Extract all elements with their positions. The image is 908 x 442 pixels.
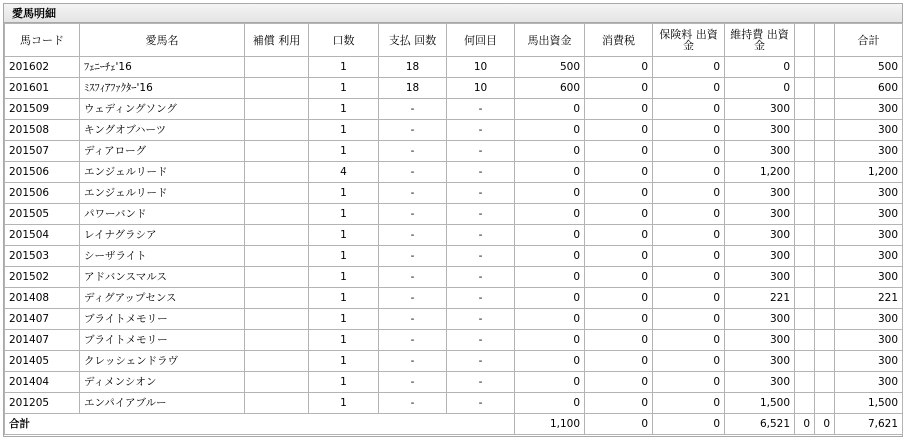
- cell-extra-2: [815, 99, 835, 120]
- cell-consumption-tax: 0: [585, 309, 653, 330]
- cell-maintenance: 300: [725, 330, 795, 351]
- cell-extra-1: [795, 57, 815, 78]
- cell-payment-count: -: [379, 267, 447, 288]
- panel-title: 愛馬明細: [4, 4, 902, 23]
- cell-installment-no: -: [447, 183, 515, 204]
- cell-payment-count: -: [379, 288, 447, 309]
- cell-maintenance: 300: [725, 225, 795, 246]
- cell-total: 1,200: [835, 162, 903, 183]
- cell-maintenance: 1,200: [725, 162, 795, 183]
- cell-payment-count: -: [379, 183, 447, 204]
- cell-maintenance: 0: [725, 57, 795, 78]
- cell-extra-2: [815, 309, 835, 330]
- cell-maintenance: 300: [725, 309, 795, 330]
- cell-payment-count: -: [379, 309, 447, 330]
- totals-maintenance: 6,521: [725, 414, 795, 435]
- cell-total: 300: [835, 99, 903, 120]
- cell-consumption-tax: 0: [585, 204, 653, 225]
- cell-horse-name: ウェディングソング: [80, 99, 245, 120]
- cell-extra-2: [815, 183, 835, 204]
- cell-extra-2: [815, 57, 835, 78]
- cell-shares: 1: [309, 99, 379, 120]
- cell-extra-1: [795, 99, 815, 120]
- cell-compensation: [245, 99, 309, 120]
- cell-maintenance: 300: [725, 120, 795, 141]
- table-row: [5, 351, 903, 372]
- cell-horse-code: 201509: [5, 99, 80, 120]
- cell-installment-no: 10: [447, 78, 515, 99]
- cell-total: 300: [835, 225, 903, 246]
- cell-horse-name: エンパイアブルー: [80, 393, 245, 414]
- cell-installment-no: -: [447, 246, 515, 267]
- cell-insurance: 0: [653, 99, 725, 120]
- cell-consumption-tax: 0: [585, 330, 653, 351]
- cell-maintenance: 300: [725, 267, 795, 288]
- cell-total: 300: [835, 372, 903, 393]
- cell-maintenance: 300: [725, 204, 795, 225]
- cell-maintenance: 300: [725, 141, 795, 162]
- cell-maintenance: 0: [725, 78, 795, 99]
- table-row: [5, 78, 903, 99]
- cell-compensation: [245, 309, 309, 330]
- cell-installment-no: -: [447, 288, 515, 309]
- cell-horse-code: 201602: [5, 57, 80, 78]
- cell-consumption-tax: 0: [585, 351, 653, 372]
- cell-horse-investment: 0: [515, 309, 585, 330]
- cell-horse-code: 201205: [5, 393, 80, 414]
- cell-installment-no: -: [447, 99, 515, 120]
- cell-extra-1: [795, 246, 815, 267]
- cell-horse-investment: 0: [515, 372, 585, 393]
- cell-shares: 1: [309, 309, 379, 330]
- cell-maintenance: 300: [725, 99, 795, 120]
- cell-horse-code: 201507: [5, 141, 80, 162]
- cell-total: 300: [835, 141, 903, 162]
- cell-installment-no: -: [447, 309, 515, 330]
- totals-extra-1: 0: [795, 414, 815, 435]
- cell-insurance: 0: [653, 225, 725, 246]
- cell-horse-code: 201508: [5, 120, 80, 141]
- cell-installment-no: -: [447, 204, 515, 225]
- cell-extra-1: [795, 141, 815, 162]
- cell-consumption-tax: 0: [585, 246, 653, 267]
- cell-horse-name: ブライトメモリー: [80, 330, 245, 351]
- cell-extra-1: [795, 330, 815, 351]
- cell-consumption-tax: 0: [585, 162, 653, 183]
- cell-shares: 1: [309, 330, 379, 351]
- table-body: [5, 57, 903, 414]
- cell-horse-name: ディメンシオン: [80, 372, 245, 393]
- cell-maintenance: 300: [725, 351, 795, 372]
- cell-installment-no: -: [447, 141, 515, 162]
- cell-compensation: [245, 393, 309, 414]
- totals-horse-investment: 1,100: [515, 414, 585, 435]
- cell-horse-name: ディアローグ: [80, 141, 245, 162]
- cell-horse-name: ディグアップセンス: [80, 288, 245, 309]
- cell-insurance: 0: [653, 393, 725, 414]
- cell-extra-1: [795, 183, 815, 204]
- cell-consumption-tax: 0: [585, 267, 653, 288]
- cell-shares: 1: [309, 225, 379, 246]
- table-row: [5, 57, 903, 78]
- cell-total: 300: [835, 330, 903, 351]
- cell-insurance: 0: [653, 141, 725, 162]
- cell-horse-name: ブライトメモリー: [80, 309, 245, 330]
- col-header-extra-2: [815, 24, 835, 57]
- cell-consumption-tax: 0: [585, 393, 653, 414]
- cell-shares: 1: [309, 393, 379, 414]
- cell-shares: 1: [309, 288, 379, 309]
- cell-compensation: [245, 183, 309, 204]
- cell-extra-2: [815, 267, 835, 288]
- cell-shares: 1: [309, 351, 379, 372]
- cell-horse-code: 201504: [5, 225, 80, 246]
- cell-shares: 1: [309, 267, 379, 288]
- cell-extra-2: [815, 141, 835, 162]
- cell-horse-investment: 0: [515, 393, 585, 414]
- cell-horse-investment: 0: [515, 99, 585, 120]
- horse-detail-table: [4, 23, 903, 435]
- cell-installment-no: -: [447, 372, 515, 393]
- cell-total: 500: [835, 57, 903, 78]
- cell-shares: 1: [309, 372, 379, 393]
- cell-total: 300: [835, 351, 903, 372]
- cell-horse-code: 201502: [5, 267, 80, 288]
- cell-payment-count: -: [379, 204, 447, 225]
- cell-insurance: 0: [653, 351, 725, 372]
- cell-extra-2: [815, 393, 835, 414]
- cell-extra-1: [795, 393, 815, 414]
- totals-extra-2: 0: [815, 414, 835, 435]
- cell-consumption-tax: 0: [585, 288, 653, 309]
- cell-horse-code: 201408: [5, 288, 80, 309]
- cell-installment-no: -: [447, 120, 515, 141]
- cell-insurance: 0: [653, 372, 725, 393]
- cell-extra-2: [815, 78, 835, 99]
- cell-extra-2: [815, 204, 835, 225]
- cell-horse-name: シーザライト: [80, 246, 245, 267]
- cell-compensation: [245, 246, 309, 267]
- cell-horse-name: キングオブハーツ: [80, 120, 245, 141]
- col-header-installment-no: 何回目: [447, 24, 515, 57]
- cell-horse-name: エンジェルリード: [80, 162, 245, 183]
- cell-shares: 1: [309, 204, 379, 225]
- cell-extra-1: [795, 351, 815, 372]
- cell-extra-1: [795, 309, 815, 330]
- cell-consumption-tax: 0: [585, 120, 653, 141]
- cell-installment-no: -: [447, 267, 515, 288]
- cell-consumption-tax: 0: [585, 183, 653, 204]
- cell-installment-no: -: [447, 330, 515, 351]
- cell-insurance: 0: [653, 78, 725, 99]
- cell-insurance: 0: [653, 267, 725, 288]
- table-row: [5, 309, 903, 330]
- cell-extra-2: [815, 162, 835, 183]
- cell-total: 300: [835, 204, 903, 225]
- cell-extra-2: [815, 372, 835, 393]
- cell-horse-name: エンジェルリード: [80, 183, 245, 204]
- cell-shares: 1: [309, 78, 379, 99]
- cell-insurance: 0: [653, 204, 725, 225]
- cell-horse-investment: 0: [515, 267, 585, 288]
- cell-total: 300: [835, 120, 903, 141]
- cell-consumption-tax: 0: [585, 57, 653, 78]
- cell-extra-1: [795, 162, 815, 183]
- cell-extra-1: [795, 267, 815, 288]
- cell-installment-no: -: [447, 225, 515, 246]
- cell-horse-code: 201405: [5, 351, 80, 372]
- cell-consumption-tax: 0: [585, 99, 653, 120]
- table-row: [5, 162, 903, 183]
- totals-row: [5, 414, 903, 435]
- table-row: [5, 372, 903, 393]
- cell-extra-2: [815, 288, 835, 309]
- table-row: [5, 204, 903, 225]
- cell-total: 300: [835, 246, 903, 267]
- cell-installment-no: -: [447, 393, 515, 414]
- cell-compensation: [245, 267, 309, 288]
- cell-insurance: 0: [653, 57, 725, 78]
- cell-insurance: 0: [653, 120, 725, 141]
- cell-installment-no: 10: [447, 57, 515, 78]
- cell-shares: 1: [309, 120, 379, 141]
- table-row: [5, 99, 903, 120]
- cell-insurance: 0: [653, 162, 725, 183]
- cell-horse-investment: 600: [515, 78, 585, 99]
- col-header-insurance: 保険料 出資金: [653, 24, 725, 57]
- cell-payment-count: -: [379, 120, 447, 141]
- cell-shares: 4: [309, 162, 379, 183]
- cell-horse-name: クレッシェンドラヴ: [80, 351, 245, 372]
- col-header-payment-count: 支払 回数: [379, 24, 447, 57]
- cell-horse-code: 201505: [5, 204, 80, 225]
- cell-extra-1: [795, 372, 815, 393]
- table-row: [5, 246, 903, 267]
- cell-horse-code: 201601: [5, 78, 80, 99]
- col-header-total: 合計: [835, 24, 903, 57]
- cell-horse-code: 201503: [5, 246, 80, 267]
- cell-extra-2: [815, 225, 835, 246]
- cell-installment-no: -: [447, 351, 515, 372]
- cell-shares: 1: [309, 57, 379, 78]
- cell-insurance: 0: [653, 246, 725, 267]
- cell-horse-investment: 500: [515, 57, 585, 78]
- cell-maintenance: 221: [725, 288, 795, 309]
- cell-payment-count: -: [379, 141, 447, 162]
- cell-extra-2: [815, 351, 835, 372]
- cell-compensation: [245, 204, 309, 225]
- cell-horse-code: 201506: [5, 162, 80, 183]
- cell-maintenance: 300: [725, 246, 795, 267]
- cell-total: 300: [835, 267, 903, 288]
- cell-horse-investment: 0: [515, 120, 585, 141]
- cell-compensation: [245, 57, 309, 78]
- totals-consumption-tax: 0: [585, 414, 653, 435]
- cell-horse-name: アドバンスマルス: [80, 267, 245, 288]
- cell-horse-name: パワーバンド: [80, 204, 245, 225]
- table-row: [5, 330, 903, 351]
- cell-compensation: [245, 141, 309, 162]
- cell-compensation: [245, 78, 309, 99]
- cell-installment-no: -: [447, 162, 515, 183]
- cell-compensation: [245, 372, 309, 393]
- cell-total: 300: [835, 309, 903, 330]
- cell-horse-code: 201404: [5, 372, 80, 393]
- cell-horse-name: レイナグラシア: [80, 225, 245, 246]
- cell-extra-1: [795, 120, 815, 141]
- col-header-maintenance: 維持費 出資金: [725, 24, 795, 57]
- cell-compensation: [245, 288, 309, 309]
- cell-insurance: 0: [653, 309, 725, 330]
- col-header-compensation: 補償 利用: [245, 24, 309, 57]
- cell-horse-investment: 0: [515, 162, 585, 183]
- cell-consumption-tax: 0: [585, 78, 653, 99]
- cell-compensation: [245, 351, 309, 372]
- cell-shares: 1: [309, 183, 379, 204]
- col-header-extra-1: [795, 24, 815, 57]
- cell-total: 221: [835, 288, 903, 309]
- cell-payment-count: 18: [379, 78, 447, 99]
- cell-horse-investment: 0: [515, 204, 585, 225]
- cell-extra-2: [815, 246, 835, 267]
- cell-insurance: 0: [653, 330, 725, 351]
- cell-horse-investment: 0: [515, 246, 585, 267]
- cell-insurance: 0: [653, 288, 725, 309]
- cell-consumption-tax: 0: [585, 141, 653, 162]
- table-row: [5, 288, 903, 309]
- table-row: [5, 393, 903, 414]
- cell-compensation: [245, 120, 309, 141]
- cell-maintenance: 300: [725, 372, 795, 393]
- horse-detail-panel: [3, 3, 903, 437]
- cell-maintenance: 1,500: [725, 393, 795, 414]
- cell-extra-2: [815, 330, 835, 351]
- cell-payment-count: -: [379, 372, 447, 393]
- cell-extra-1: [795, 78, 815, 99]
- col-header-horse-investment: 馬出資金: [515, 24, 585, 57]
- table-row: [5, 267, 903, 288]
- cell-payment-count: -: [379, 225, 447, 246]
- table-row: [5, 120, 903, 141]
- cell-payment-count: -: [379, 330, 447, 351]
- cell-payment-count: -: [379, 351, 447, 372]
- cell-payment-count: -: [379, 99, 447, 120]
- table-row: [5, 183, 903, 204]
- cell-horse-code: 201407: [5, 309, 80, 330]
- cell-compensation: [245, 225, 309, 246]
- totals-insurance: 0: [653, 414, 725, 435]
- cell-shares: 1: [309, 246, 379, 267]
- cell-consumption-tax: 0: [585, 225, 653, 246]
- cell-horse-investment: 0: [515, 330, 585, 351]
- cell-horse-code: 201506: [5, 183, 80, 204]
- cell-total: 300: [835, 183, 903, 204]
- cell-horse-investment: 0: [515, 183, 585, 204]
- cell-horse-code: 201407: [5, 330, 80, 351]
- totals-label: 合計: [5, 414, 515, 435]
- table-row: [5, 225, 903, 246]
- cell-compensation: [245, 330, 309, 351]
- col-header-consumption-tax: 消費税: [585, 24, 653, 57]
- cell-horse-investment: 0: [515, 225, 585, 246]
- cell-extra-2: [815, 120, 835, 141]
- cell-horse-investment: 0: [515, 141, 585, 162]
- cell-horse-investment: 0: [515, 288, 585, 309]
- cell-total: 1,500: [835, 393, 903, 414]
- cell-consumption-tax: 0: [585, 372, 653, 393]
- cell-extra-1: [795, 204, 815, 225]
- cell-shares: 1: [309, 141, 379, 162]
- cell-payment-count: 18: [379, 57, 447, 78]
- totals-total: 7,621: [835, 414, 903, 435]
- cell-payment-count: -: [379, 246, 447, 267]
- cell-insurance: 0: [653, 183, 725, 204]
- cell-payment-count: -: [379, 393, 447, 414]
- cell-horse-name: ﾐｽﾌｨｱﾌｧｸﾀｰ'16: [80, 78, 245, 99]
- col-header-horse-code: 馬コード: [5, 24, 80, 57]
- cell-maintenance: 300: [725, 183, 795, 204]
- cell-horse-name: ﾌｪﾆｰﾁｪ'16: [80, 57, 245, 78]
- cell-extra-1: [795, 288, 815, 309]
- header-row: [5, 24, 903, 57]
- col-header-horse-name: 愛馬名: [80, 24, 245, 57]
- cell-horse-investment: 0: [515, 351, 585, 372]
- cell-total: 600: [835, 78, 903, 99]
- cell-payment-count: -: [379, 162, 447, 183]
- table-row: [5, 141, 903, 162]
- cell-extra-1: [795, 225, 815, 246]
- cell-compensation: [245, 162, 309, 183]
- col-header-shares: 口数: [309, 24, 379, 57]
